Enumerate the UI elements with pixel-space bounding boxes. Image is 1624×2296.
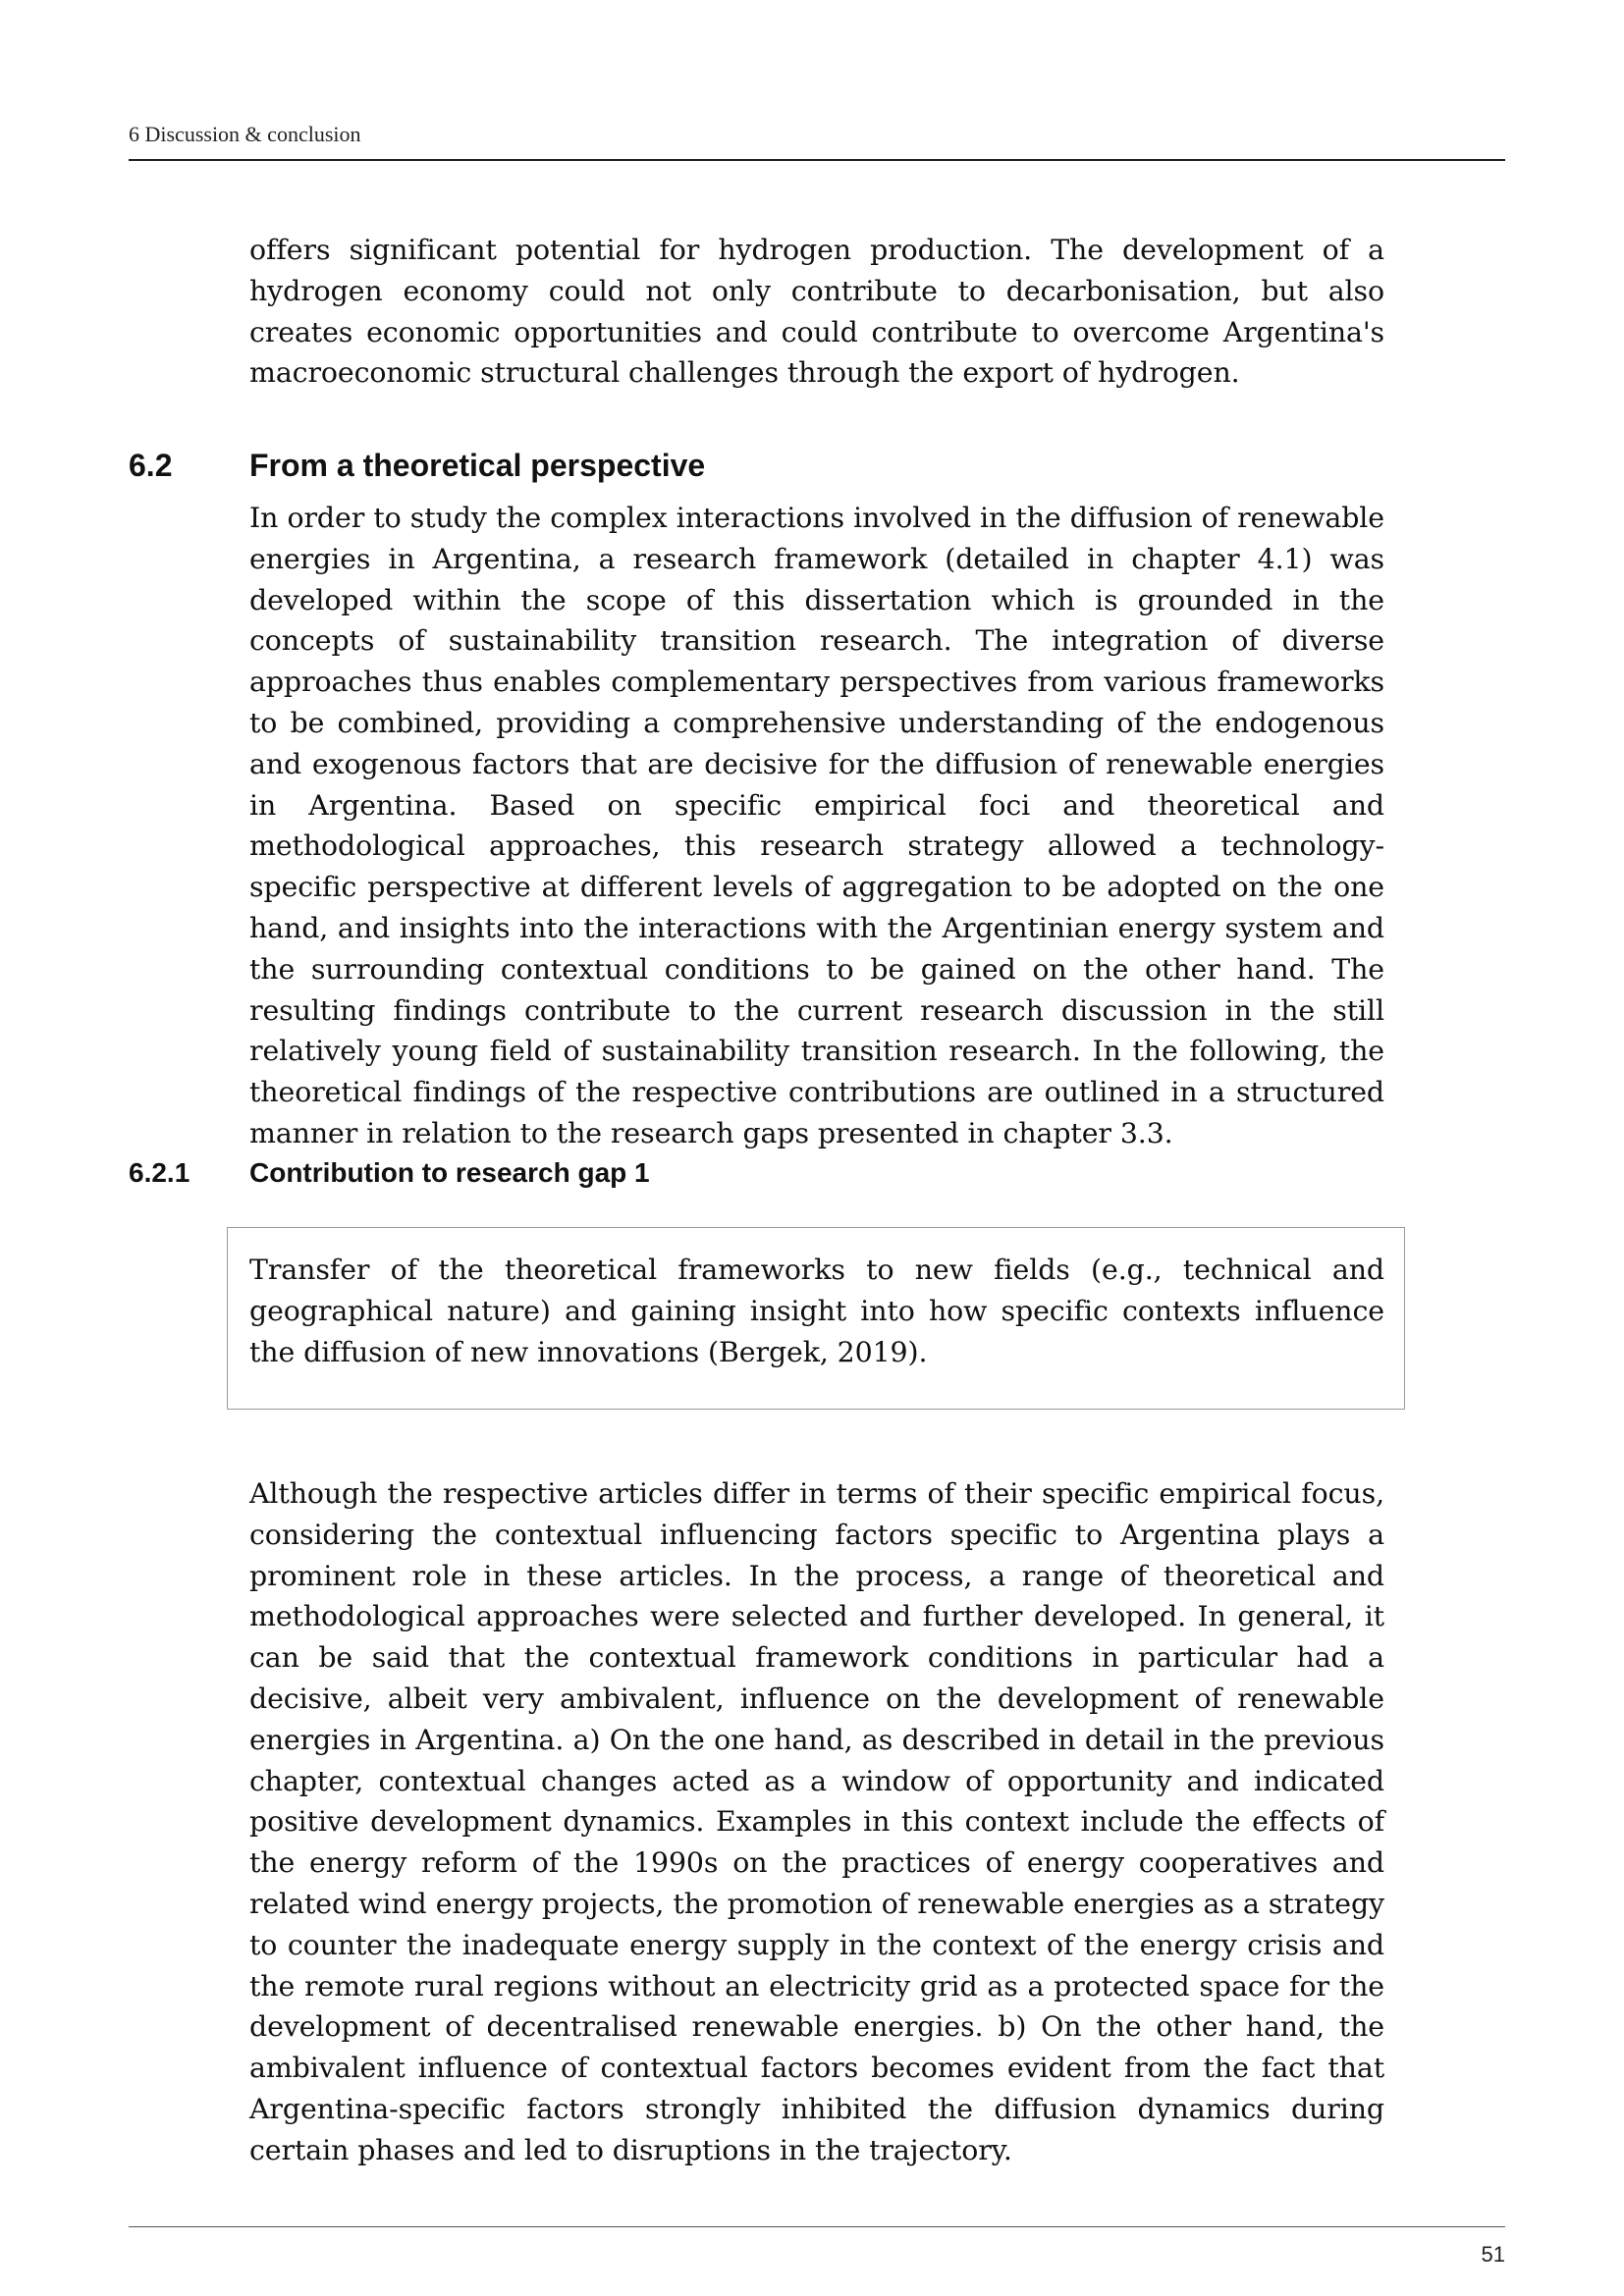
subsection-number: 6.2.1 xyxy=(129,1157,190,1188)
running-header: 6 Discussion & conclusion xyxy=(129,122,361,146)
intro-paragraph: offers significant potential for hydrogen production. The development of a hydrogen economy could not only contribute to decarbonisation, but also creates economic opportunities and could contribute to overcome Argentina's macroeconomic structural challenges through the export of hydrogen. xyxy=(249,234,1384,390)
research-gap-box xyxy=(227,1227,1405,1410)
subsection-paragraph: Although the respective articles differ in terms of their specific empirical focus, considering the contextual influencing factors specific to Argentina plays a prominent role in these articles. In the process, a range of theoretical and methodological approaches were selected and further developed. In general, it can be said that the contextual framework conditions in particular had a decisive, albeit very ambivalent, influence on the development of renewable energies in Argentina. a) On the one hand, as described in detail in the previous chapter, contextual changes acted as a window of opportunity and indicated positive development dynamics. Examples in this context include the effects of the energy reform of the 1990s on the practices of energy cooperatives and related wind energy projects, the promotion of renewable energies as a strategy to counter the inadequate energy supply in the context of the energy crisis and the remote rural regions without an electricity grid as a protected space for the development of decentralised renewable energies. b) On the other hand, the ambivalent influence of contextual factors becomes evident from the fact that Argentina-specific factors strongly inhibited the diffusion dynamics during certain phases and led to disruptions in the trajectory. xyxy=(249,1477,1384,2166)
section-paragraph: In order to study the complex interactions involved in the diffusion of renewable energies in Argentina, a research framework (detailed in chapter 4.1) was developed within the scope of this dissertation which is grounded in the concepts of sustainability transition research. The integration of diverse approaches thus enables complementary perspectives from various frameworks to be combined, providing a comprehensive understanding of the endogenous and exogenous factors that are decisive for the diffusion of renewable energies in Argentina. Based on specific empirical foci and theoretical and methodological approaches, this research strategy allowed a technology-specific perspective at different levels of aggregation to be adopted on the one hand, and insights into the interactions with the Argentinian energy system and the surrounding contextual conditions to be gained on the other hand. The resulting findings contribute to the current research discussion in the still relatively young field of sustainability transition research. In the following, the theoretical findings of the respective contributions are outlined in a structured manner in relation to the research gaps presented in chapter 3.3. xyxy=(249,502,1384,1149)
research-gap-text: Transfer of the theoretical frameworks to new fields (e.g., technical and geographical nature) and gaining insight into how specific contexts influence the diffusion of new innovations (Bergek, 2019). xyxy=(249,1254,1384,1368)
section-title: From a theoretical perspective xyxy=(249,448,706,483)
section-number: 6.2 xyxy=(129,448,173,483)
header-divider xyxy=(129,159,1505,161)
subsection-title: Contribution to research gap 1 xyxy=(249,1157,650,1188)
page-number: 51 xyxy=(1481,2242,1505,2267)
footer-divider xyxy=(129,2226,1505,2227)
